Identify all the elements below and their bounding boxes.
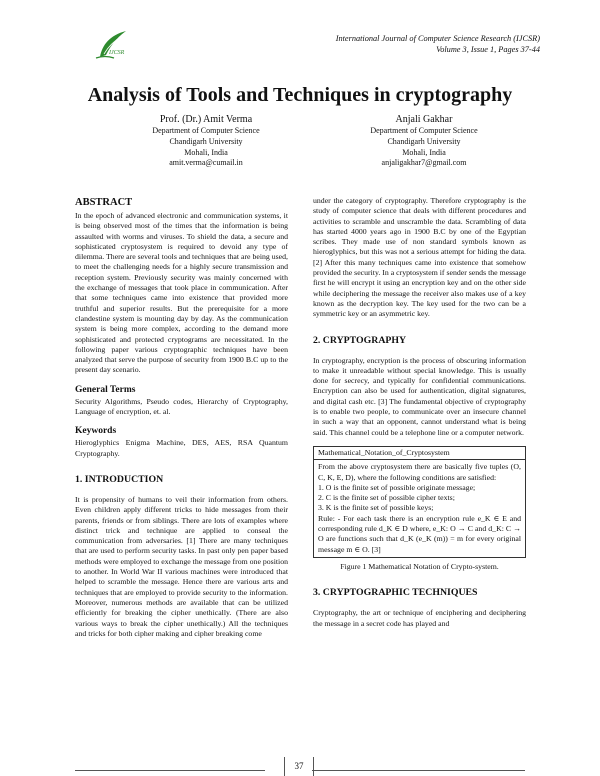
notation-box-body [314, 460, 525, 557]
techniques-heading: 3. CRYPTOGRAPHIC TECHNIQUES [313, 587, 478, 599]
introduction-continued: under the category of cryptography. Therefore cryptography is the study of computer science that deals with different procedures and activities to scramble and unscramble the data. Scrambling of data has started 4000 years ago in 1900 B.C by one of the Egyptian scribes. They made use of non standard symbols known as hieroglyphics, but this was not a serious attempt for hiding the data. [2] After this many techniques came into existence that somehow provided the security. In a cryptosystem if sender sends the message first he will encrypt it using an encryption key and on the other side while deciphering the message the receiver also makes use of a key known as the decryption key. The key used for the two can be a symmetric key or an asymmetric key. [313, 196, 526, 319]
notation-box [313, 446, 526, 558]
author-email: anjaligakhar7@gmail.com [381, 158, 467, 168]
footer-rule-right [312, 770, 525, 771]
paper-title: Analysis of Tools and Techniques in cryptography [87, 84, 513, 106]
author-name: Anjali Gakhar [395, 114, 453, 125]
author-place: Mohali, India [184, 147, 228, 157]
journal-volume: Volume 3, Issue 1, Pages 37-44 [436, 44, 540, 54]
notation-item: 1. O is the finite set of possible originate message; [318, 482, 476, 492]
author-block-1 [96, 113, 316, 169]
abstract-text: In the epoch of advanced electronic and communication systems, it is being observed most of the times that the information is being assaulted with worms and viruses. To shield the data, a secure and sophisticated cryptosystem is required to devoid any type of dilemma. There are several tools and techniques that are being used, to meet the challenging needs for a highly secure transmission and reception system. Previously security was mainly concerned with the exchange of messages that took place in communication. After that some techniques came into existence that provided more truthful and superior results. But the prerequisite for a more clandestine system is mounting day by day. As the communication system is being more complex, according to the demand more sophisticated and protected cryptograms are necessitated. In the following paper various cryptographic techniques have been analyzed that serve the purpose of security from 1900 B.C up to the present day scenario. [75, 211, 288, 375]
author-dept: Department of Computer Science [152, 126, 260, 135]
general-terms-heading: General Terms [75, 384, 136, 395]
page-number: 37 [284, 757, 314, 776]
journal-logo-icon [92, 27, 132, 61]
journal-info [240, 34, 540, 55]
author-name: Prof. (Dr.) Amit Verma [159, 114, 253, 125]
author-place: Mohali, India [402, 147, 446, 157]
introduction-text: It is propensity of humans to veil their information from others. Even children apply different tricks to hide messages from their parents, friends or from siblings. There are lots of examples where distinct trick and technique are applied to conseal the communication from adversaries. [1] There are many techniques that are used to perform security tasks. In past only pen paper based methods were employed to exchange the message from one position to another. In World War II various machines were introduced that helped to scramble the message. Hence there are various arts and techniques that are employed to provide security to the information. Moreover, numerous methods are available that can be utilized efficiently for breaking the cipher unethically. (There are also various ways to break the cipher unethically.) All the techniques and tricks for both cipher making and cipher breaking come [75, 494, 288, 638]
footer-rule-left [75, 770, 265, 771]
author-dept: Department of Computer Science [370, 126, 478, 135]
author-email: amit.verma@cumail.in [169, 158, 243, 168]
author-univ: Chandigarh University [169, 136, 243, 146]
abstract-heading: ABSTRACT [75, 197, 133, 208]
logo-text: IJCSR [109, 50, 125, 56]
author-block-2 [314, 113, 534, 169]
notation-item: 2. C is the finite set of possible cipher texts; [318, 493, 455, 503]
cryptography-heading: 2. CRYPTOGRAPHY [313, 334, 407, 346]
keywords-text: Hieroglyphics Enigma Machine, DES, AES, RSA Quantum Cryptography. [75, 438, 288, 458]
author-univ: Chandigarh University [387, 136, 461, 146]
notation-item: 3. K is the finite set of possible keys; [318, 503, 434, 513]
notation-box-title: Mathematical_Notation_of_Cryptosystem [314, 447, 525, 460]
cryptography-text: In cryptography, encryption is the process of obscuring information to make it unreadable without special knowledge. This is usually done for secrecy, and typically for confidential communications. Encryption can also be used for authentication, digital signatures, and digital cash etc. [3] The fundamental objective of cryptography is to enable two people, to communicate over an insecure channel in such a way that an opponent, cannot understand what is being said. This channel could be a telephone line or a computer network. [313, 355, 526, 437]
journal-name: International Journal of Computer Science Research (IJCSR) [335, 34, 540, 43]
general-terms-text: Security Algorithms, Pseudo codes, Hierarchy of Cryptography, Language of encryption, et. al. [75, 396, 288, 417]
notation-rule: Rule: - For each task there is an encryption rule e_K ∈ E and corresponding rule d_K ∈ D where, e_K: O → C and d_K: C → O are functions such that d_K (e_K (m)) = m for every original message m ∈ O. [3] [318, 513, 521, 554]
left-column [75, 196, 288, 647]
figure-caption: Figure 1 Mathematical Notation of Crypto-system. [340, 561, 499, 571]
right-column [313, 196, 526, 637]
techniques-text: Cryptography, the art or technique of enciphering and deciphering the message in a secret code has played and [313, 608, 526, 628]
keywords-heading: Keywords [75, 426, 117, 437]
notation-intro: From the above cryptosystem there are basically five tuples (O, C, K, E, D), where the following conditions are satisfied: [318, 462, 521, 482]
introduction-heading: 1. INTRODUCTION [75, 473, 164, 485]
